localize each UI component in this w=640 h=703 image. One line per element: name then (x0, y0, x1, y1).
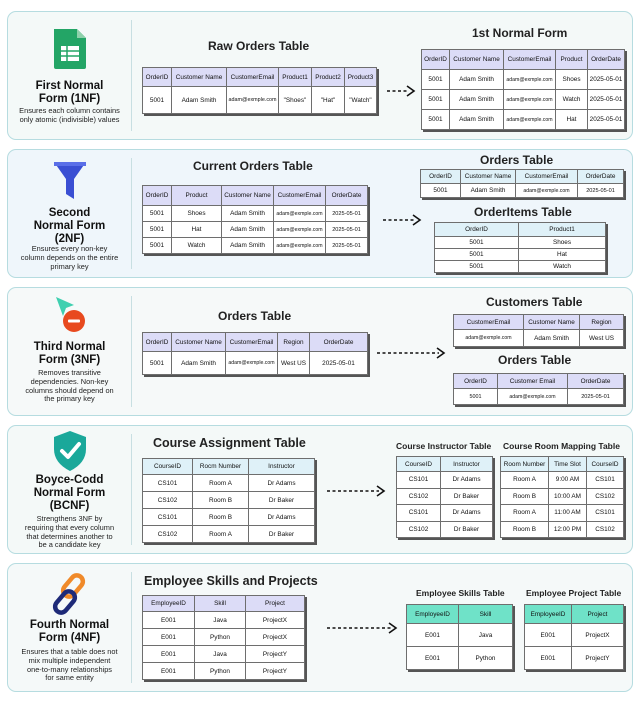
course-room-mapping-table (500, 456, 624, 538)
table-header-row (143, 186, 368, 206)
employee-skills-projects-table (142, 595, 305, 680)
header-cell: OrderID (143, 68, 172, 87)
header-cell: OrderDate (326, 186, 368, 206)
table-cell: ProjectX (572, 624, 624, 647)
header-cell: OrderID (143, 186, 172, 206)
section-divider (131, 158, 132, 269)
table-row (501, 488, 624, 505)
table-row (525, 647, 624, 670)
table-cell: 2025-05-01 (578, 184, 624, 198)
table-row (143, 663, 305, 680)
employee-project-table (524, 604, 624, 670)
header-cell: CustomerEmail (226, 333, 278, 352)
table-cell: 2025-05-01 (310, 352, 368, 375)
header-cell: Skill (459, 605, 513, 624)
table-cell: CS101 (587, 505, 624, 522)
table-title-employee-skills: Employee Skills Table (416, 588, 505, 598)
section-4nf (7, 563, 633, 692)
table-cell: Room A (501, 472, 549, 489)
table-cell: 9:00 AM (549, 472, 587, 489)
table-cell: CS102 (397, 488, 441, 505)
header-cell: OrderDate (310, 333, 368, 352)
table-cell: Room A (193, 526, 249, 543)
header-cell: Region (278, 333, 310, 352)
table-cell: CS102 (587, 488, 624, 505)
header-cell: CustomerEmail (227, 68, 279, 87)
shield-check-icon (50, 429, 90, 473)
form-info-panel (8, 426, 131, 553)
table-cell: CS102 (143, 526, 193, 543)
header-cell: Customer Name (524, 315, 580, 330)
table-title-orders: Orders Table (218, 309, 292, 323)
table-cell: Dr Baker (249, 492, 315, 509)
header-cell: EmployeeID (525, 605, 572, 624)
table-cell: Adam Smith (222, 206, 274, 222)
section-divider (131, 572, 132, 683)
current-orders-table (142, 185, 368, 254)
table-row (143, 87, 377, 114)
normal-form-description: Ensures every non-key column depends on the entire primary key (20, 244, 119, 271)
table-cell: Room B (501, 488, 549, 505)
table-cell: 2025-05-01 (326, 222, 368, 238)
table-cell: CS101 (143, 475, 193, 492)
first-normal-form-table (421, 49, 625, 130)
header-cell: Room Number (501, 457, 549, 472)
table-row (397, 488, 493, 505)
normal-form-title: Boyce-Codd Normal Form (BCNF) (33, 474, 106, 512)
table-row (143, 222, 368, 238)
table-header-row (421, 170, 624, 184)
table-cell: Adam Smith (450, 70, 504, 90)
table-cell: Watch (519, 261, 606, 273)
header-cell: Product1 (519, 223, 606, 237)
table-cell: E001 (143, 663, 195, 680)
table-title-raw-orders: Raw Orders Table (208, 39, 310, 53)
table-cell: 5001 (454, 389, 498, 405)
table-cell: Hat (519, 249, 606, 261)
table-cell: Dr Baker (441, 488, 493, 505)
table-cell: CS101 (587, 472, 624, 489)
table-cell: Adam Smith (450, 110, 504, 130)
table-cell: E001 (143, 612, 195, 629)
table-header-row (501, 457, 624, 472)
table-title-course-assignment: Course Assignment Table (153, 436, 306, 450)
header-cell: Instructor (441, 457, 493, 472)
table-title-orders-2: Orders Table (498, 353, 572, 367)
header-cell: OrderID (435, 223, 519, 237)
table-cell: Room A (193, 475, 249, 492)
header-cell: Region (580, 315, 624, 330)
header-cell: Rocm Number (193, 459, 249, 475)
table-cell: 5001 (421, 184, 461, 198)
table-header-row (397, 457, 493, 472)
table-row (435, 249, 606, 261)
normal-form-title: First Normal Form (1NF) (35, 80, 104, 105)
table-header-row (454, 374, 624, 389)
transform-arrow (376, 346, 446, 360)
table-row (143, 492, 315, 509)
table-cell: Dr Baker (441, 521, 493, 538)
normal-form-description: Removes transitive dependencies. Non-key columns should depend on the primary key (25, 368, 114, 404)
table-cell: Java (459, 624, 513, 647)
table-cell: 11:00 AM (549, 505, 587, 522)
table-row (143, 206, 368, 222)
header-cell: OrderID (454, 374, 498, 389)
header-cell: CustomerEmail (454, 315, 524, 330)
table-row (501, 521, 624, 538)
table-cell: E001 (525, 624, 572, 647)
header-cell: OrderDate (568, 374, 624, 389)
normal-form-title: Fourth Normal Form (4NF) (29, 619, 110, 644)
table-row (501, 505, 624, 522)
table-cell: 2025-05-01 (568, 389, 624, 405)
table-header-row (454, 315, 624, 330)
table-cell: Dr Adams (249, 509, 315, 526)
header-cell: OrderID (421, 170, 461, 184)
table-cell: Python (459, 647, 513, 670)
table-cell: Hat (556, 110, 588, 130)
table-header-row (407, 605, 513, 624)
course-assignment-table (142, 458, 315, 543)
transform-arrow (326, 484, 386, 498)
table-title-course-instructor: Course Instructor Table (396, 441, 492, 451)
table-cell: CS101 (397, 505, 441, 522)
orders-table-3nf (142, 332, 368, 375)
table-title-current-orders: Current Orders Table (193, 159, 313, 173)
header-cell: Instructor (249, 459, 315, 475)
form-info-panel (8, 288, 131, 415)
table-row (407, 647, 513, 670)
header-cell: Customer Name (172, 333, 226, 352)
table-cell: adam@exmple.com (274, 222, 326, 238)
table-cell: West US (278, 352, 310, 375)
table-cell: Watch (556, 90, 588, 110)
table-cell: 5001 (435, 249, 519, 261)
table-cell: 2025-05-01 (588, 70, 625, 90)
table-cell: 10:00 AM (549, 488, 587, 505)
table-row (407, 624, 513, 647)
table-cell: E001 (407, 647, 459, 670)
header-cell: OrderDate (578, 170, 624, 184)
table-cell: E001 (407, 624, 459, 647)
table-title-customers: Customers Table (486, 295, 583, 309)
table-row (143, 238, 368, 254)
header-cell: Product (556, 50, 588, 70)
table-cell: CS101 (143, 509, 193, 526)
table-row (525, 624, 624, 647)
table-cell: 5001 (422, 110, 450, 130)
table-header-row (435, 223, 606, 237)
table-header-row (143, 459, 315, 475)
table-cell: adam@exmple.com (274, 206, 326, 222)
header-cell: CourseID (397, 457, 441, 472)
table-title-employee-project: Employee Project Table (526, 588, 622, 598)
table-row (454, 330, 624, 347)
table-cell: Hat (172, 222, 222, 238)
table-header-row (143, 68, 377, 87)
table-row (143, 646, 305, 663)
table-cell: adam@exmple.com (516, 184, 578, 198)
table-cell: adam@exmple.com (227, 87, 279, 114)
header-cell: Product (172, 186, 222, 206)
table-header-row (525, 605, 624, 624)
section-2nf (7, 149, 633, 278)
table-cell: E001 (525, 647, 572, 670)
chain-link-icon (50, 572, 90, 616)
table-cell: CS102 (587, 521, 624, 538)
header-cell: Customer Name (172, 68, 227, 87)
table-cell: Python (195, 629, 246, 646)
table-cell: "Hat" (312, 87, 345, 114)
section-1nf (7, 11, 633, 140)
header-cell: OrderID (422, 50, 450, 70)
course-instructor-table (396, 456, 493, 538)
transform-arrow (382, 213, 422, 227)
header-cell: Project (246, 596, 305, 612)
table-cell: 5001 (143, 238, 172, 254)
header-cell: Customer Name (461, 170, 516, 184)
table-row (143, 612, 305, 629)
section-divider (131, 434, 132, 545)
section-divider (131, 296, 132, 407)
table-cell: adam@exmple.com (504, 70, 556, 90)
header-cell: CourseID (143, 459, 193, 475)
header-cell: Skill (195, 596, 246, 612)
table-row (397, 521, 493, 538)
table-cell: 5001 (143, 206, 172, 222)
table-cell: 2025-05-01 (588, 110, 625, 130)
table-cell: E001 (143, 646, 195, 663)
section-bcnf (7, 425, 633, 554)
table-cell: adam@exmple.com (274, 238, 326, 254)
table-row (143, 526, 315, 543)
order-items-table (434, 222, 606, 273)
table-cell: Shoes (519, 237, 606, 249)
header-cell: Product1 (279, 68, 312, 87)
table-cell: 2025-05-01 (326, 206, 368, 222)
table-cell: Dr Adams (441, 505, 493, 522)
header-cell: CustomerEmail (516, 170, 578, 184)
header-cell: EmployeeID (407, 605, 459, 624)
table-cell: Room B (501, 521, 549, 538)
header-cell: OrderID (143, 333, 172, 352)
table-cell: Adam Smith (450, 90, 504, 110)
table-header-row (422, 50, 625, 70)
form-info-panel (8, 12, 131, 139)
table-cell: adam@exmple.com (504, 110, 556, 130)
table-row (397, 505, 493, 522)
header-cell: EmployeeID (143, 596, 195, 612)
table-row (422, 90, 625, 110)
table-cell: "Watch" (345, 87, 377, 114)
table-cell: 5001 (143, 222, 172, 238)
table-cell: 5001 (435, 237, 519, 249)
header-cell: Product2 (312, 68, 345, 87)
table-cell: 2025-05-01 (326, 238, 368, 254)
normal-form-description: Strengthens 3NF by requiring that every column that determines another to be a candidate key (24, 514, 115, 550)
table-cell: Watch (172, 238, 222, 254)
table-cell: Java (195, 646, 246, 663)
header-cell: Customer Name (222, 186, 274, 206)
table-cell: Shoes (172, 206, 222, 222)
table-cell: adam@exmple.com (454, 330, 524, 347)
header-cell: OrderDate (588, 50, 625, 70)
table-cell: Adam Smith (524, 330, 580, 347)
table-title-employee-skills-projects: Employee Skills and Projects (144, 574, 318, 588)
table-cell: Adam Smith (172, 352, 226, 375)
header-cell: Product3 (345, 68, 377, 87)
section-3nf (7, 287, 633, 416)
table-cell: ProjectY (246, 646, 305, 663)
table-row (397, 472, 493, 489)
table-title-1st-normal-form: 1st Normal Form (472, 26, 568, 40)
form-info-panel (8, 564, 131, 691)
table-cell: 5001 (143, 87, 172, 114)
table-cell: West US (580, 330, 624, 347)
table-cell: ProjectX (246, 612, 305, 629)
table-cell: "Shoes" (279, 87, 312, 114)
table-cell: adam@exmple.com (226, 352, 278, 375)
form-info-panel (8, 150, 131, 277)
normal-form-title: Third Normal Form (3NF) (33, 341, 106, 366)
table-row (143, 629, 305, 646)
table-cell: Adam Smith (461, 184, 516, 198)
table-cell: ProjectY (246, 663, 305, 680)
table-cell: adam@exmple.com (498, 389, 568, 405)
table-cell: ProjectX (246, 629, 305, 646)
table-row (435, 261, 606, 273)
table-cell: CS102 (397, 521, 441, 538)
table-cell: 5001 (435, 261, 519, 273)
normal-form-description: Ensures that a table does not mix multiple independent one-to-many relationships for same entity (21, 647, 118, 683)
table-cell: E001 (143, 629, 195, 646)
raw-orders-table (142, 67, 377, 114)
table-cell: Room B (193, 509, 249, 526)
table-row (143, 352, 368, 375)
transform-arrow (326, 621, 398, 635)
employee-skills-table (406, 604, 513, 670)
spreadsheet-icon (50, 27, 90, 71)
header-cell: CustomerEmail (504, 50, 556, 70)
cursor-remove-icon (50, 293, 90, 337)
table-title-orders: Orders Table (480, 153, 554, 167)
table-title-course-room-mapping: Course Room Mapping Table (503, 441, 620, 451)
orders-table (420, 169, 624, 198)
orders-table-3nf-split (453, 373, 624, 405)
table-cell: Shoes (556, 70, 588, 90)
transform-arrow (386, 84, 416, 98)
header-cell: CourseID (587, 457, 624, 472)
header-cell: Time Slot (549, 457, 587, 472)
table-cell: 5001 (143, 352, 172, 375)
table-row (422, 110, 625, 130)
table-cell: adam@exmple.com (504, 90, 556, 110)
table-cell: CS102 (143, 492, 193, 509)
header-cell: CustomerEmail (274, 186, 326, 206)
table-title-order-items: OrderItems Table (474, 205, 572, 219)
table-cell: Dr Baker (249, 526, 315, 543)
header-cell: Project (572, 605, 624, 624)
table-cell: Adam Smith (222, 238, 274, 254)
table-row (143, 475, 315, 492)
table-cell: Room A (501, 505, 549, 522)
table-cell: 5001 (422, 90, 450, 110)
table-cell: Python (195, 663, 246, 680)
table-row (143, 509, 315, 526)
table-cell: Adam Smith (172, 87, 227, 114)
table-cell: Java (195, 612, 246, 629)
table-cell: Adam Smith (222, 222, 274, 238)
section-divider (131, 20, 132, 131)
table-cell: 5001 (422, 70, 450, 90)
table-row (435, 237, 606, 249)
table-row (422, 70, 625, 90)
table-row (421, 184, 624, 198)
header-cell: Customer Email (498, 374, 568, 389)
table-row (501, 472, 624, 489)
table-cell: Dr Adams (441, 472, 493, 489)
table-cell: 12:00 PM (549, 521, 587, 538)
header-cell: Customer Name (450, 50, 504, 70)
normal-form-title: Second Normal Form (2NF) (33, 207, 106, 245)
table-header-row (143, 333, 368, 352)
table-cell: Dr Adams (249, 475, 315, 492)
table-cell: Room B (193, 492, 249, 509)
table-cell: ProjectY (572, 647, 624, 670)
table-header-row (143, 596, 305, 612)
funnel-icon (50, 159, 90, 203)
table-cell: 2025-05-01 (588, 90, 625, 110)
customers-table (453, 314, 624, 347)
table-cell: CS101 (397, 472, 441, 489)
normal-form-description: Ensures each column contains only atomic (indivisible) values (19, 106, 120, 124)
table-row (454, 389, 624, 405)
